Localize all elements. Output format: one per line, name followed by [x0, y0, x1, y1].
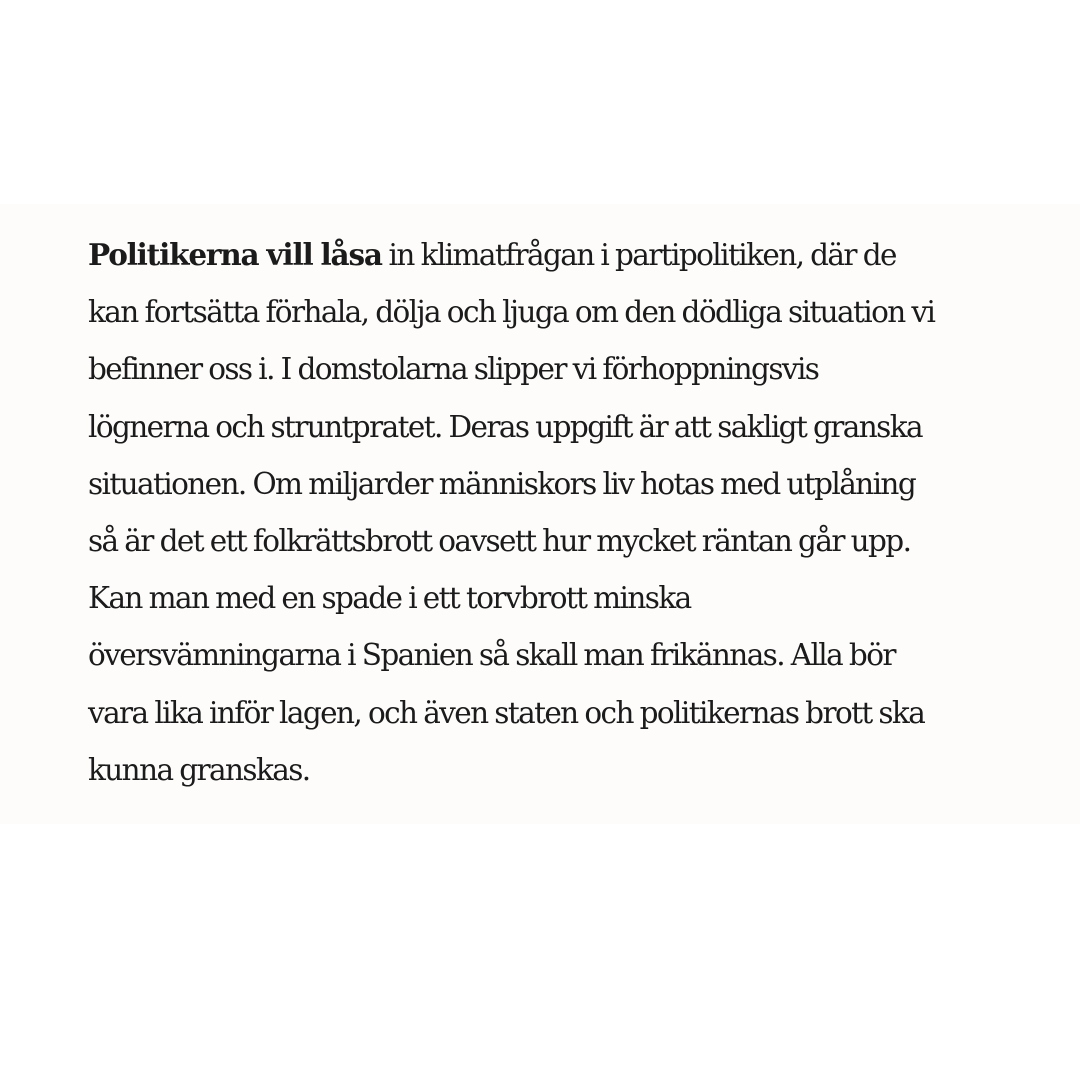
- text-line-4: lögnerna och struntpratet. Deras uppgift är att sakligt granska: [88, 409, 922, 444]
- text-line-9: vara lika inför lagen, och även staten och politikernas brott ska: [88, 695, 925, 730]
- text-line-7: Kan man med en spade i ett torvbrott minska: [88, 581, 691, 616]
- text-line-2: kan fortsätta förhala, dölja och ljuga om den dödliga situation vi: [88, 295, 935, 330]
- article-paragraph: [88, 226, 1018, 799]
- text-line-1-rest: in klimatfrågan i partipolitiken, där de: [381, 238, 896, 272]
- text-line-3: befinner oss i. I domstolarna slipper vi förhoppningsvis: [88, 352, 819, 387]
- text-line-5: situationen. Om miljarder människors liv hotas med utplåning: [88, 466, 916, 501]
- text-line-8: översvämningarna i Spanien så skall man frikännas. Alla bör: [88, 638, 895, 673]
- text-line-10: kunna granskas.: [88, 752, 310, 787]
- text-line-1: [88, 226, 1018, 284]
- text-line-6: så är det ett folkrättsbrott oavsett hur mycket räntan går upp.: [88, 524, 911, 559]
- lead-phrase: Politikerna vill låsa: [88, 237, 382, 272]
